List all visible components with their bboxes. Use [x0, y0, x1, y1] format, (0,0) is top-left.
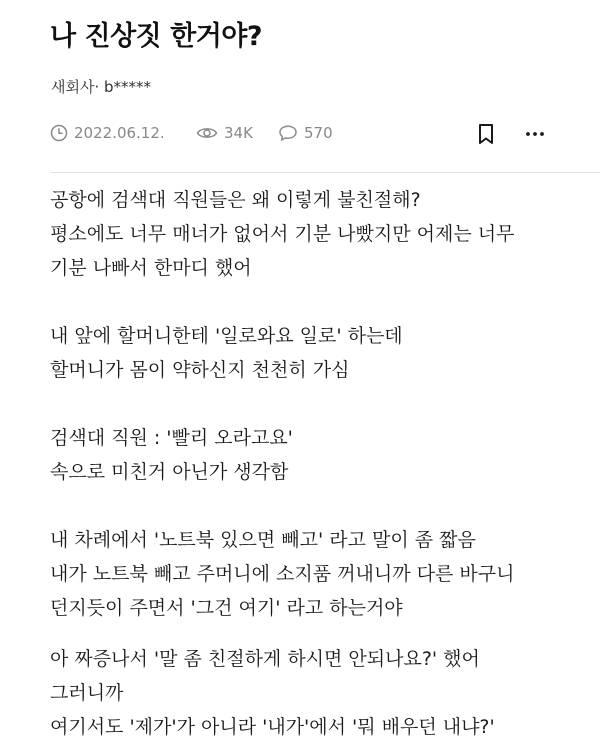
divider — [50, 172, 600, 173]
body-line: 공항에 검색대 직원들은 왜 이렇게 불친절해? — [50, 189, 421, 211]
body-line: 할머니가 몸이 약하신지 천천히 가심 — [50, 359, 350, 381]
comments-count: 570 — [304, 124, 333, 142]
post-comments[interactable] — [278, 124, 333, 142]
paragraph-gap — [50, 489, 590, 523]
body-line: 평소에도 너무 매너가 없어서 기분 나빴지만 어제는 너무 — [50, 223, 515, 245]
body-line: 그러니까 — [50, 682, 124, 704]
post-meta — [50, 120, 550, 150]
post-title: 나 진상짓 한거야? — [50, 21, 263, 52]
post-author[interactable]: 새회사· b***** — [51, 78, 152, 96]
bookmark-icon[interactable] — [476, 122, 496, 150]
body-line: 아 짜증나서 '말 좀 친절하게 하시면 안되나요?' 했어 — [50, 648, 480, 670]
post-body — [50, 183, 590, 744]
clock-icon — [50, 124, 68, 142]
body-line: 여기서도 '제가'가 아니라 '내가'에서 '뭐 배우던 내냐?' — [50, 716, 495, 738]
date-text: 2022.06.12. — [74, 124, 165, 142]
paragraph-gap — [50, 625, 590, 642]
post-date — [50, 124, 165, 142]
body-line: 내 앞에 할머니한테 '일로와요 일로' 하는데 — [50, 325, 403, 347]
paragraph-gap — [50, 387, 590, 421]
body-line: 내 차례에서 '노트북 있으면 빼고' 라고 말이 좀 짧음 — [50, 529, 476, 551]
body-line: 기분 나빠서 한마디 했어 — [50, 257, 252, 279]
body-line: 던지듯이 주면서 '그건 여기' 라고 하는거야 — [50, 597, 403, 619]
speech-bubble-icon — [278, 124, 298, 142]
body-line: 내가 노트북 빼고 주머니에 소지품 꺼내니까 다른 바구니 — [50, 563, 515, 585]
paragraph-gap — [50, 285, 590, 319]
body-line: 속으로 미친거 아닌가 생각함 — [50, 461, 289, 483]
body-line: 검색대 직원 : '빨리 오라고요' — [50, 427, 293, 449]
post-views — [196, 124, 253, 142]
views-count: 34K — [224, 124, 253, 142]
more-horizontal-icon[interactable] — [523, 122, 547, 150]
eye-icon — [196, 124, 218, 142]
